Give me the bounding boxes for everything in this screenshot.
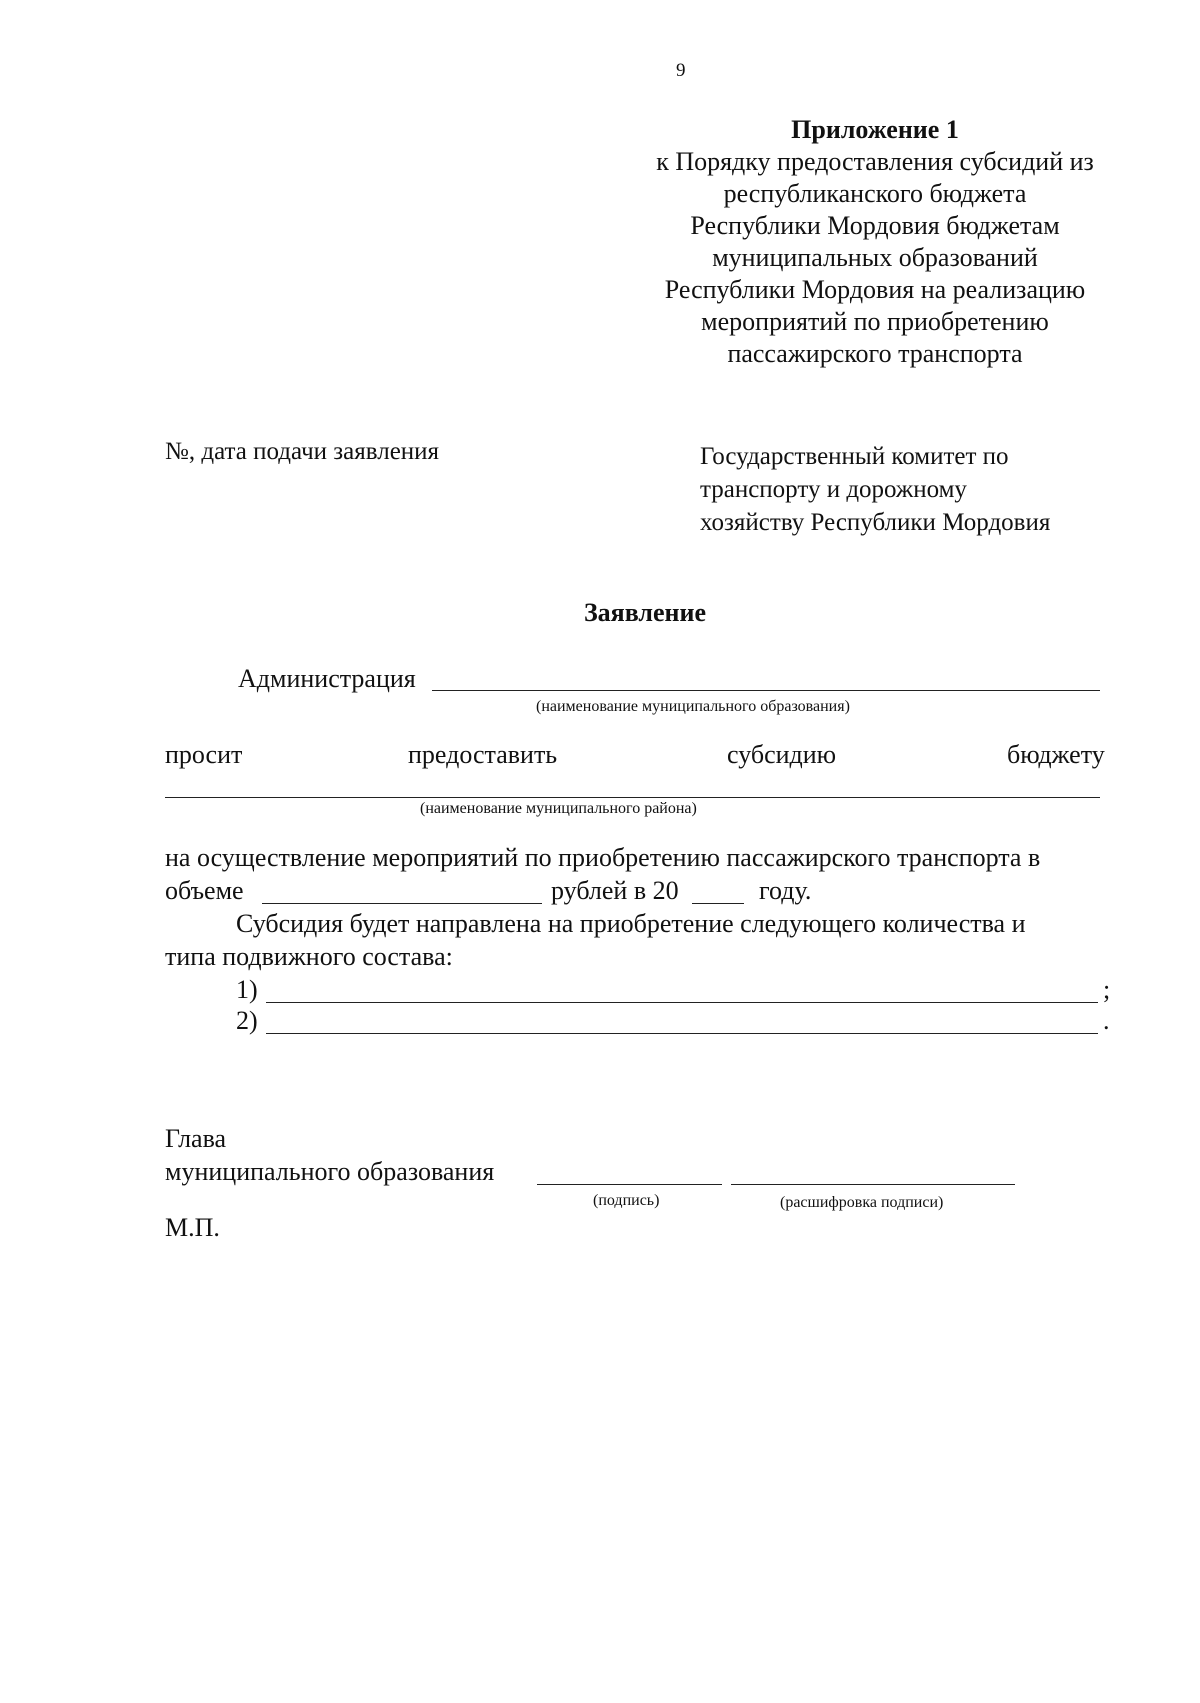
appendix-line: Республики Мордовия на реализацию <box>664 275 1086 304</box>
district-caption: (наименование муниципального района) <box>420 800 697 817</box>
municipality-caption: (наименование муниципального образования) <box>536 698 850 715</box>
amount-field[interactable] <box>262 903 542 904</box>
subsidy-line: Субсидия будет направлена на приобретение следующего количества и <box>236 909 1026 938</box>
district-name-field[interactable] <box>165 797 1100 798</box>
document-title: Заявление <box>583 598 707 627</box>
addressee-line: хозяйству Республики Мордовия <box>700 509 1051 536</box>
item-end-mark: . <box>1103 1006 1110 1035</box>
year-word: году. <box>759 876 812 905</box>
signature-transcript-field[interactable] <box>731 1184 1015 1185</box>
addressee-line: транспорту и дорожному <box>700 476 967 503</box>
signature-caption: (подпись) <box>593 1192 660 1209</box>
appendix-line: муниципальных образований <box>712 243 1038 272</box>
year-field[interactable] <box>692 903 744 904</box>
signature-transcript-caption: (расшифровка подписи) <box>780 1194 944 1211</box>
request-word: бюджету <box>1007 740 1105 769</box>
application-number-date-label: №, дата подачи заявления <box>165 438 440 465</box>
rubles-in-label: рублей в 20 <box>551 876 679 905</box>
item-field[interactable] <box>266 1002 1098 1003</box>
administration-label: Администрация <box>238 664 416 693</box>
signature-field[interactable] <box>537 1184 722 1185</box>
item-field[interactable] <box>266 1033 1098 1034</box>
appendix-header <box>640 114 1110 370</box>
head-label: Глава <box>165 1124 227 1153</box>
volume-label: объеме <box>165 876 244 905</box>
page-number: 9 <box>676 60 686 81</box>
addressee-block <box>700 440 1050 539</box>
municipality-head-label: муниципального образования <box>165 1157 495 1186</box>
seal-label: М.П. <box>165 1213 220 1242</box>
request-word: предоставить <box>408 740 558 769</box>
appendix-line: к Порядку предоставления субсидий из <box>656 147 1094 176</box>
municipality-name-field[interactable] <box>432 690 1100 691</box>
request-word: просит <box>165 740 243 769</box>
purpose-line: на осуществление мероприятий по приобретению пассажирского транспорта в <box>165 843 1041 872</box>
appendix-line: мероприятий по приобретению <box>701 307 1049 336</box>
item-end-mark: ; <box>1103 975 1111 1004</box>
addressee-line: Государственный комитет по <box>700 443 1009 470</box>
item-number: 2) <box>236 1006 258 1035</box>
request-word: субсидию <box>727 740 837 769</box>
appendix-line: республиканского бюджета <box>723 179 1027 208</box>
appendix-line: Республики Мордовия бюджетам <box>690 211 1060 240</box>
appendix-line: пассажирского транспорта <box>727 339 1023 368</box>
item-number: 1) <box>236 975 258 1004</box>
subsidy-line: типа подвижного состава: <box>165 942 453 971</box>
appendix-title: Приложение 1 <box>791 115 959 144</box>
